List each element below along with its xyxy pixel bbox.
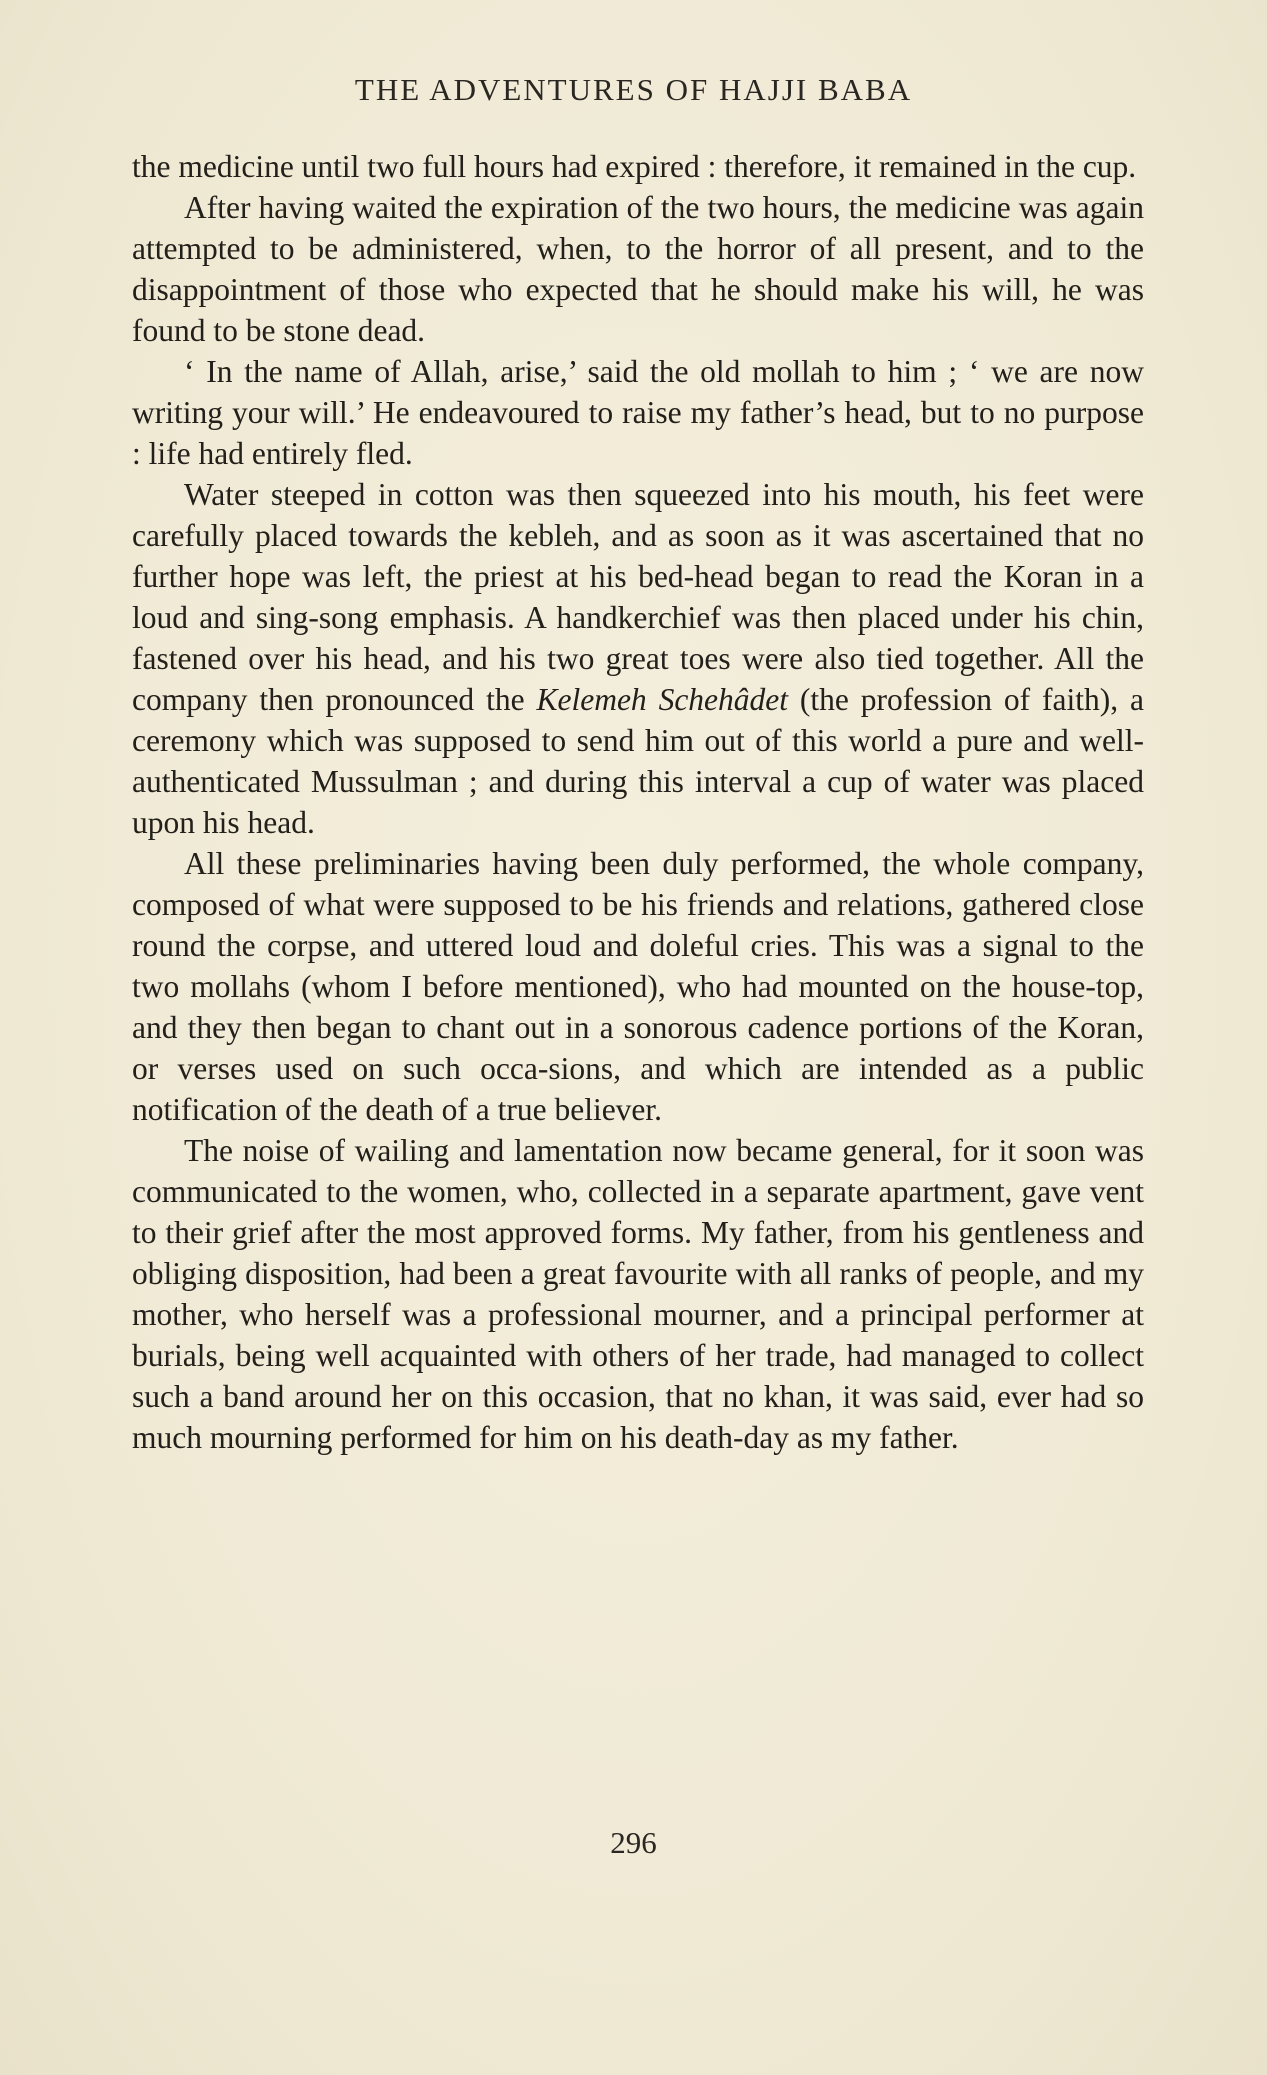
paragraph-text: Water steeped in cotton was then squeezed into his mouth, his feet were carefully placed towards the kebleh, and as soon as it was ascertained that no further hope was left, the priest at his bed-head began to read the Koran in a loud and sing-song emphasis. A handkerchief was then placed under his chin, fastened over his head, and his two great toes were also tied together. All the company then pronounced the [132,477,1144,717]
body-text [132,146,1144,1458]
page-number: 296 [610,1825,657,1860]
running-head: THE ADVENTURES OF HAJJI BABA [354,72,913,107]
paragraph: The noise of wailing and lamentation now became general, for it soon was communicated to the women, who, collected in a separate apartment, gave vent to their grief after the most approved forms. My father, from his gentleness and obliging disposition, had been a great favourite with all ranks of people, and my mother, who herself was a professional mourner, and a principal performer at burials, being well acquainted with others of her trade, had managed to collect such a band around her on this occasion, that no khan, it was said, ever had so much mourning performed for him on his death-day as my father. [132,1133,1144,1455]
paragraph: All these preliminaries having been duly performed, the whole company, composed of what were supposed to be his friends and relations, gathered close round the corpse, and uttered loud and doleful cries. This was a signal to the two mollahs (whom I before mentioned), who had mounted on the house-top, and they then began to chant out in a sonorous cadence portions of the Koran, or verses used on such occa-sions, and which are intended as a public notification of the death of a true believer. [132,846,1144,1127]
italic-term: Kelemeh Schehâdet [536,682,789,717]
paragraph-continued: the medicine until two full hours had expired : therefore, it remained in the cup. [132,149,1137,184]
paragraph [132,474,1144,843]
paragraph-text: (the profession of faith), a ceremony which was supposed to send him out of this world a pure and well-authenticated Mussulman ; and during this interval a cup of water was placed upon his head. [132,682,1144,840]
paragraph: After having waited the expiration of the two hours, the medicine was again attempted to be administered, when, to the horror of all present, and to the disappointment of those who expected that he should make his will, he was found to be stone dead. [132,190,1144,348]
paragraph: ‘ In the name of Allah, arise,’ said the old mollah to him ; ‘ we are now writing your will.’ He endeavoured to raise my father’s head, but to no purpose : life had entirely fled. [132,354,1144,471]
